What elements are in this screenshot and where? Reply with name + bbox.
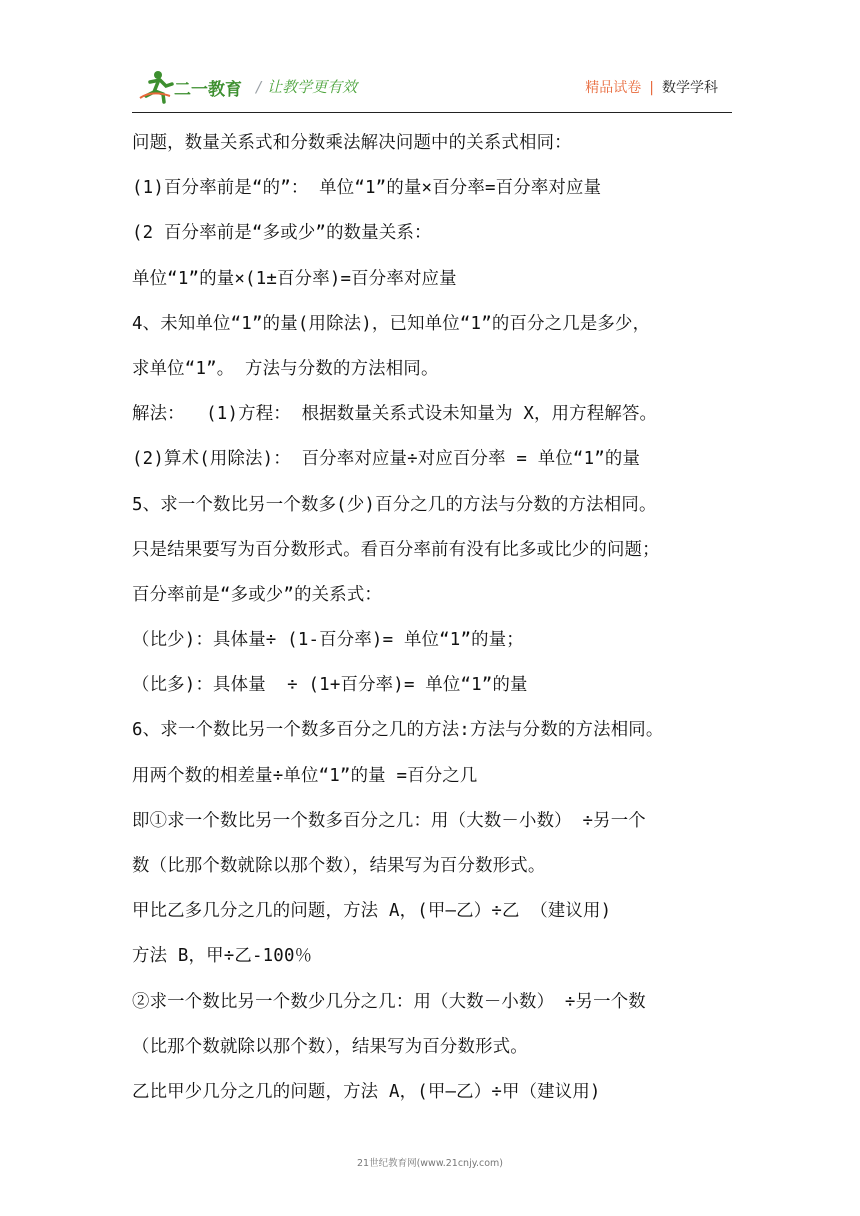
header-category xyxy=(585,77,718,97)
text-line: 6、求一个数比另一个数多百分之几的方法:方法与分数的方法相同。 xyxy=(132,720,664,741)
header-divider xyxy=(132,112,732,113)
text-line: 解法： (1)方程： 根据数量关系式设未知量为 X，用方程解答。 xyxy=(132,404,658,425)
text-line: 甲比乙多几分之几的问题，方法 A，(甲—乙）÷乙 （建议用) xyxy=(132,901,612,922)
logo-text: 二一教育 xyxy=(174,80,242,100)
text-line: 问题，数量关系式和分数乘法解决问题中的关系式相同： xyxy=(132,133,572,153)
text-line: 只是结果要写为百分数形式。看百分率前有没有比多或比少的问题； xyxy=(132,539,660,560)
text-line: ②求一个数比另一个数少几分之几：用（大数－小数） ÷另一个数 xyxy=(132,991,646,1012)
page-footer: 21世纪教育网(www.21cnjy.com) xyxy=(356,1158,503,1169)
brand-logo xyxy=(136,66,256,106)
page-header xyxy=(132,66,732,110)
text-line: 数（比那个数就除以那个数），结果写为百分数形式。 xyxy=(132,856,546,876)
text-line: 求单位“1”。 方法与分数的方法相同。 xyxy=(132,358,439,379)
category-separator: | xyxy=(649,80,654,96)
text-line: (2 百分率前是“多或少”的数量关系： xyxy=(132,223,432,244)
text-line: （比那个数就除以那个数），结果写为百分数形式。 xyxy=(132,1036,528,1057)
text-line: (2)算术(用除法)： 百分率对应量÷对应百分率 = 单位“1”的量 xyxy=(132,449,641,470)
text-line: 即①求一个数比另一个数多百分之几：用（大数－小数） ÷另一个 xyxy=(132,810,646,831)
text-line: （比多)：具体量 ÷ (1+百分率)= 单位“1”的量 xyxy=(132,675,528,696)
text-line: (1)百分率前是“的”： 单位“1”的量×百分率=百分率对应量 xyxy=(132,178,602,199)
subject-label: 数学学科 xyxy=(662,80,718,96)
running-man-logo-icon xyxy=(136,66,256,106)
slogan-slash: / xyxy=(256,78,262,96)
text-line: 用两个数的相差量÷单位“1”的量 =百分之几 xyxy=(132,765,478,786)
text-line: 方法 B，甲÷乙-100％ xyxy=(132,946,313,967)
text-line: 4、未知单位“1”的量(用除法)，已知单位“1”的百分之几是多少， xyxy=(132,313,651,334)
category-label: 精品试卷 xyxy=(585,80,642,96)
document-body xyxy=(132,121,742,1115)
text-line: 乙比甲少几分之几的问题，方法 A，(甲—乙）÷甲（建议用) xyxy=(132,1081,601,1102)
text-line: （比少)：具体量÷ (1-百分率)= 单位“1”的量； xyxy=(132,630,524,651)
text-line: 5、求一个数比另一个数多(少)百分之几的方法与分数的方法相同。 xyxy=(132,494,657,515)
text-line: 百分率前是“多或少”的关系式： xyxy=(132,584,383,605)
slogan xyxy=(256,76,357,97)
slogan-text: 让教学更有效 xyxy=(267,78,358,96)
text-line: 单位“1”的量×(1±百分率)=百分率对应量 xyxy=(132,268,457,289)
